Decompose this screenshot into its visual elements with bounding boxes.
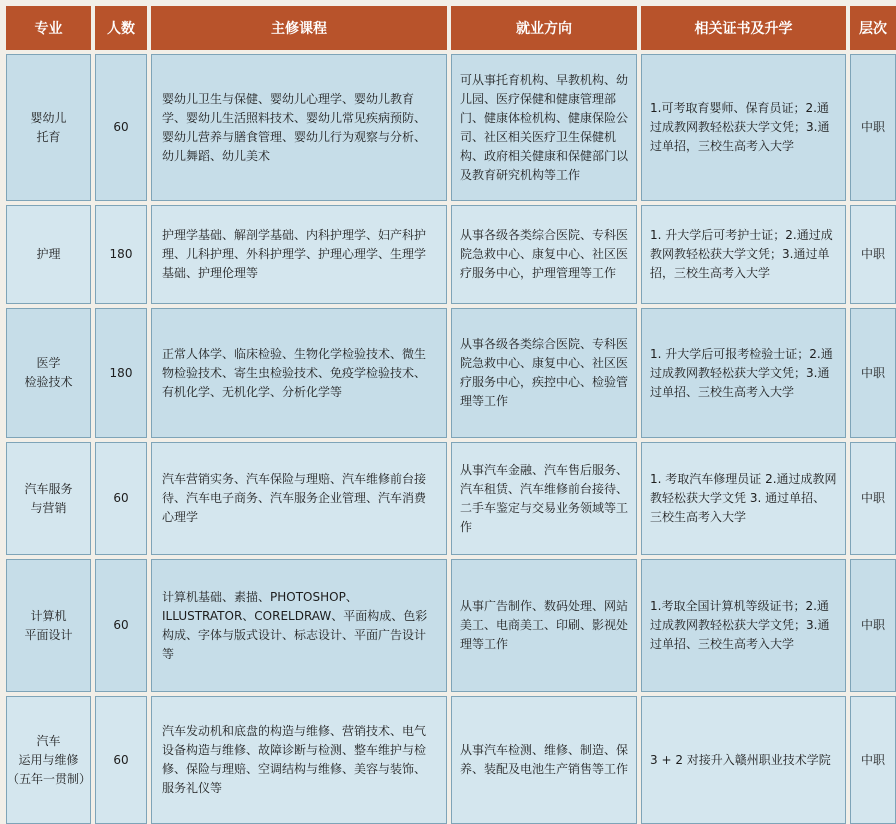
major-cell-row-2: 护理 <box>6 205 91 304</box>
employment-cell-row-4: 从事汽车金融、汽车售后服务、汽车租赁、汽车维修前台接待、二手车鉴定与交易业务领域等工作 <box>451 442 637 555</box>
header-employment: 就业方向 <box>451 6 637 50</box>
employment-cell-row-5: 从事广告制作、数码处理、网站美工、电商美工、印刷、影视处理等工作 <box>451 559 637 692</box>
employment-cell-row-3: 从事各级各类综合医院、专科医院急救中心、康复中心、社区医疗服务中心，疾控中心、检验管理等工作 <box>451 308 637 438</box>
certificates-cell-row-6: 3 + 2 对接升入赣州职业技术学院 <box>641 696 846 824</box>
count-cell-row-5: 60 <box>95 559 147 692</box>
major-cell-row-3: 医学 检验技术 <box>6 308 91 438</box>
level-cell-row-2: 中职 <box>850 205 896 304</box>
courses-cell-row-3: 正常人体学、临床检验、生物化学检验技术、微生物检验技术、寄生虫检验技术、免疫学检验技术、有机化学、无机化学、分析化学等 <box>151 308 447 438</box>
certificates-cell-row-3: 1. 升大学后可报考检验士证；2.通过成教网教轻松获大学文凭；3.通过单招、三校生高考入大学 <box>641 308 846 438</box>
major-cell-row-5: 计算机 平面设计 <box>6 559 91 692</box>
major-cell-row-1: 婴幼儿 托育 <box>6 54 91 201</box>
count-cell-row-1: 60 <box>95 54 147 201</box>
level-cell-row-4: 中职 <box>850 442 896 555</box>
major-cell-row-4: 汽车服务 与营销 <box>6 442 91 555</box>
header-major: 专业 <box>6 6 91 50</box>
header-certificates: 相关证书及升学 <box>641 6 846 50</box>
count-cell-row-6: 60 <box>95 696 147 824</box>
header-count: 人数 <box>95 6 147 50</box>
count-cell-row-3: 180 <box>95 308 147 438</box>
count-cell-row-2: 180 <box>95 205 147 304</box>
header-courses: 主修课程 <box>151 6 447 50</box>
level-cell-row-3: 中职 <box>850 308 896 438</box>
level-cell-row-1: 中职 <box>850 54 896 201</box>
courses-cell-row-1: 婴幼儿卫生与保健、婴幼儿心理学、婴幼儿教育学、婴幼儿生活照料技术、婴幼儿常见疾病预防、婴幼儿营养与膳食管理、婴幼儿行为观察与分析、幼儿舞蹈、幼儿美术 <box>151 54 447 201</box>
header-level: 层次 <box>850 6 896 50</box>
level-cell-row-5: 中职 <box>850 559 896 692</box>
courses-cell-row-6: 汽车发动机和底盘的构造与维修、营销技术、电气设备构造与维修、故障诊断与检测、整车维护与检修、保险与理赔、空调结构与维修、美容与装饰、服务礼仪等 <box>151 696 447 824</box>
major-cell-row-6: 汽车 运用与维修 （五年一贯制） <box>6 696 91 824</box>
certificates-cell-row-4: 1. 考取汽车修理员证 2.通过成教网教轻松获大学文凭 3. 通过单招、三校生高考入大学 <box>641 442 846 555</box>
certificates-cell-row-2: 1. 升大学后可考护士证；2.通过成教网教轻松获大学文凭；3.通过单招，三校生高考入大学 <box>641 205 846 304</box>
courses-cell-row-5: 计算机基础、素描、PHOTOSHOP、ILLUSTRATOR、CORELDRAW、平面构成、色彩构成、字体与版式设计、标志设计、平面广告设计等 <box>151 559 447 692</box>
count-cell-row-4: 60 <box>95 442 147 555</box>
employment-cell-row-2: 从事各级各类综合医院、专科医院急救中心、康复中心、社区医疗服务中心，护理管理等工作 <box>451 205 637 304</box>
courses-cell-row-2: 护理学基础、解剖学基础、内科护理学、妇产科护理、儿科护理、外科护理学、护理心理学、生理学基础、护理伦理等 <box>151 205 447 304</box>
employment-cell-row-6: 从事汽车检测、维修、制造、保养、装配及电池生产销售等工作 <box>451 696 637 824</box>
courses-cell-row-4: 汽车营销实务、汽车保险与理赔、汽车维修前台接待、汽车电子商务、汽车服务企业管理、汽车消费心理学 <box>151 442 447 555</box>
employment-cell-row-1: 可从事托育机构、早教机构、幼儿园、医疗保健和健康管理部门、健康体检机构、健康保险公司、社区相关医疗卫生保健机构、政府相关健康和保健部门以及教育研究机构等工作 <box>451 54 637 201</box>
certificates-cell-row-5: 1.考取全国计算机等级证书；2.通过成教网教轻松获大学文凭；3.通过单招、三校生高考入大学 <box>641 559 846 692</box>
program-table <box>6 6 896 824</box>
certificates-cell-row-1: 1.可考取育婴师、保育员证；2.通过成教网教轻松获大学文凭；3.通过单招，三校生高考入大学 <box>641 54 846 201</box>
level-cell-row-6: 中职 <box>850 696 896 824</box>
